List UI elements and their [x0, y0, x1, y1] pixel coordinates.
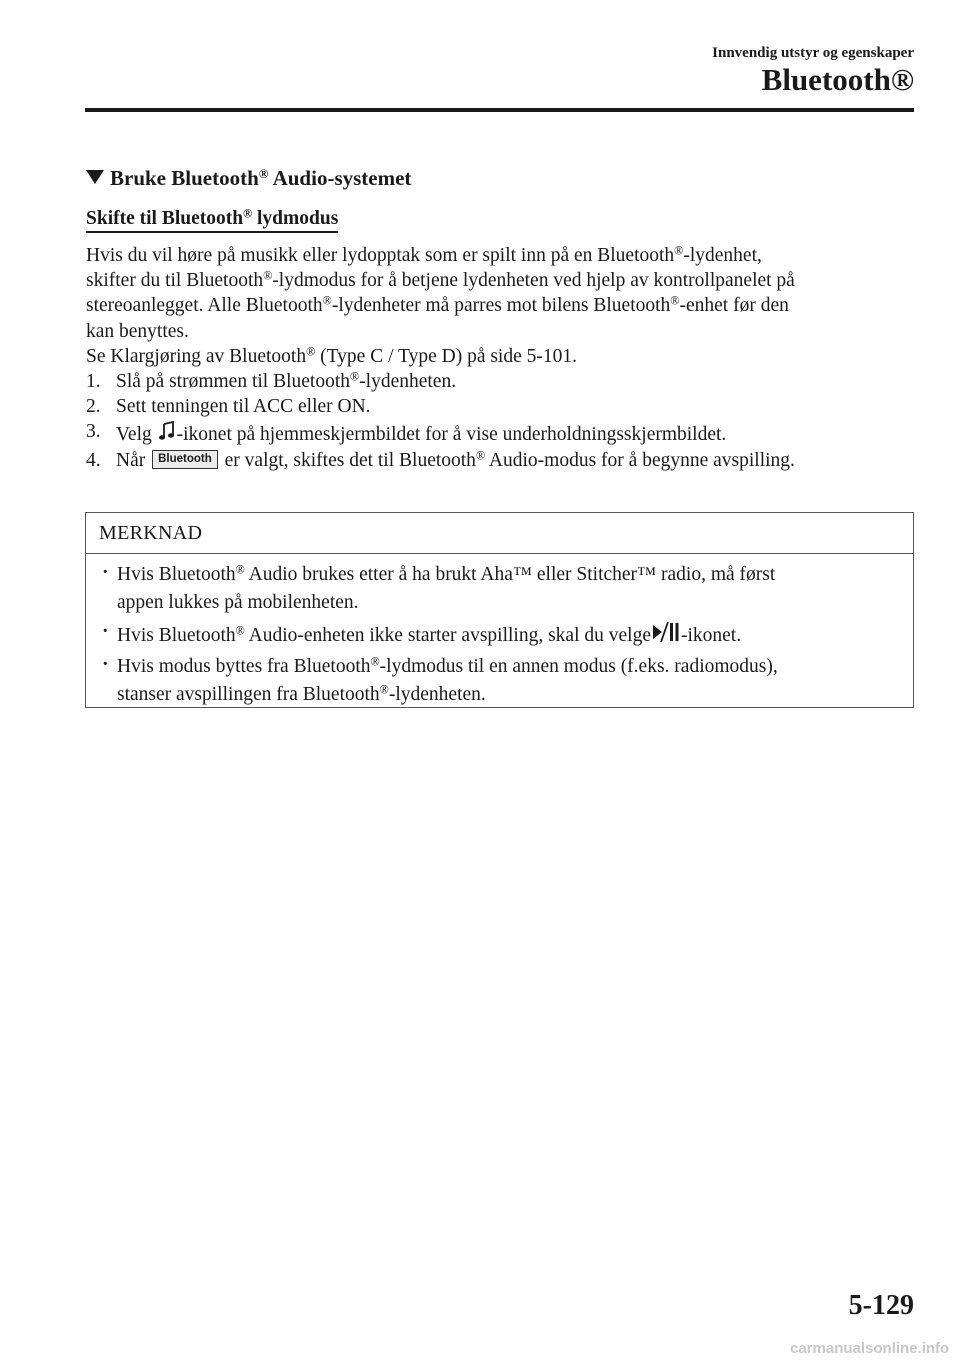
list-item: 3. Velg -ikonet på hjemmeskjermbildet for å vise underholdningsskjermbildet.	[86, 421, 727, 446]
bluetooth-button: Bluetooth	[152, 450, 218, 469]
intro-paragraph: Hvis du vil høre på musikk eller lydopptak som er spilt inn på en Bluetooth®-lydenhet, skifter du til Bluetooth®-lydmodus for å betjene lydenheten ved hjelp av kontrollpanelet på stereoanlegget. Alle Bluetooth®-lydenheter må parres mot bilens Bluetooth®-enhet før den kan benyttes.	[86, 243, 795, 342]
list-item: · Hvis Bluetooth® Audio-enheten ikke starter avspilling, skal du velge -ikonet.	[102, 621, 742, 646]
note-title: MERKNAD	[86, 513, 913, 554]
list-item: 4. Når Bluetooth er valgt, skiftes det til Bluetooth® Audio-modus for å begynne avspilling.	[86, 447, 795, 471]
watermark: carmanualsonline.info	[790, 1340, 950, 1357]
header-rule	[85, 108, 914, 112]
note-box	[85, 512, 914, 708]
triangle-marker-icon	[86, 170, 104, 184]
section-heading: Bruke Bluetooth® Audio-systemet	[86, 166, 411, 191]
note-list	[86, 554, 913, 709]
subsection-heading: Skifte til Bluetooth® lydmodus	[86, 208, 338, 233]
page-number: 5-129	[848, 1290, 914, 1321]
play-pause-icon	[651, 620, 681, 644]
page-title: Bluetooth®	[761, 62, 914, 97]
list-item: 1. Slå på strømmen til Bluetooth®-lydenheten.	[86, 369, 457, 393]
body-text	[86, 243, 916, 473]
cross-reference: Se Klargjøring av Bluetooth® (Type C / Type D) på side 5-101.	[86, 344, 578, 367]
chapter-title: Innvendig utstyr og egenskaper	[712, 45, 914, 61]
step-list	[86, 369, 916, 473]
music-note-icon	[157, 419, 177, 443]
list-item: · Hvis Bluetooth® Audio brukes etter å ha brukt Aha™ eller Stitcher™ radio, må først appen lukkes på mobilenheten.	[102, 562, 776, 613]
list-item: · Hvis modus byttes fra Bluetooth®-lydmodus til en annen modus (f.eks. radiomodus), stanser avspillingen fra Bluetooth®-lydenheten.	[102, 654, 778, 705]
list-item: 2. Sett tenningen til ACC eller ON.	[86, 396, 371, 418]
